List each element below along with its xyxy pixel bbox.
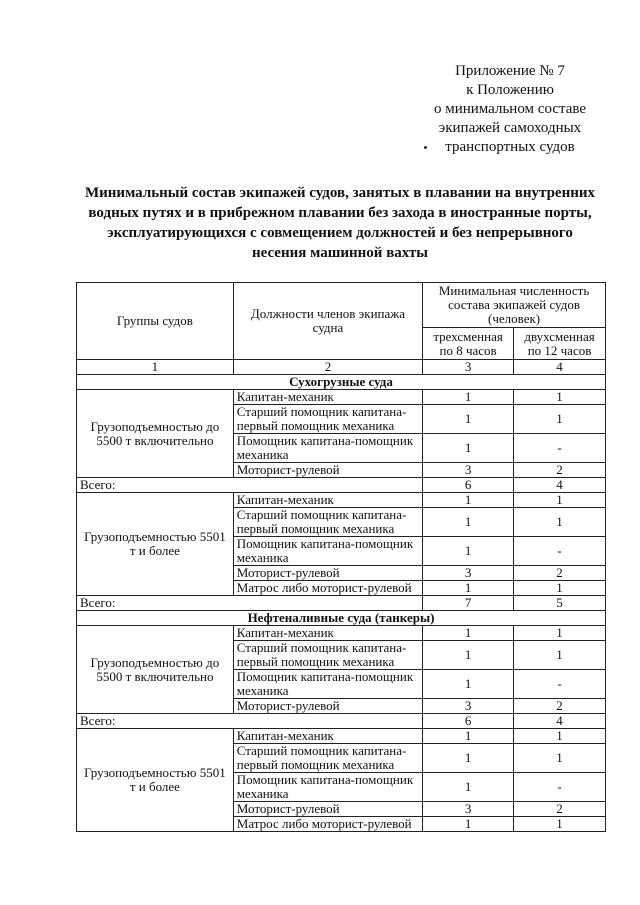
total-row [77,596,606,611]
two-shift-cell: 1 [514,744,606,773]
group-name: Грузоподъемностью до 5500 т включительно [77,626,234,714]
total-row [77,714,606,729]
table-row [77,390,606,405]
two-shift-cell: - [514,434,606,463]
position-cell: Помощник капитана-помощник механика [233,773,422,802]
total-two-shift: 4 [514,714,606,729]
two-shift-cell: 1 [514,626,606,641]
position-cell: Моторист-рулевой [233,566,422,581]
appendix-line: экипажей самоходных [438,120,582,136]
position-cell: Капитан-механик [233,390,422,405]
section-row [77,375,606,390]
appendix-line: о минимальном составе [433,101,587,117]
position-cell: Старший помощник капитана-первый помощник механика [233,508,422,537]
position-cell: Моторист-рулевой [233,699,422,714]
three-shift-cell: 1 [423,508,514,537]
table-row [77,729,606,744]
position-cell: Матрос либо моторист-рулевой [233,817,422,832]
position-cell: Старший помощник капитана-первый помощник механика [233,744,422,773]
position-cell: Моторист-рулевой [233,802,422,817]
appendix-line: к Положению [466,82,554,98]
three-shift-cell: 3 [423,802,514,817]
three-shift-cell: 1 [423,817,514,832]
position-cell: Старший помощник капитана-первый помощник механика [233,405,422,434]
title-line: несения машинной вахты [251,245,429,261]
total-two-shift: 5 [514,596,606,611]
three-shift-cell: 1 [423,773,514,802]
position-cell: Капитан-механик [233,493,422,508]
position-cell: Капитан-механик [233,626,422,641]
column-number: 3 [423,360,514,375]
position-cell: Помощник капитана-помощник механика [233,434,422,463]
total-label: Всего: [77,478,423,493]
three-shift-cell: 3 [423,566,514,581]
total-three-shift: 6 [423,714,514,729]
section-row [77,611,606,626]
two-shift-cell: 1 [514,390,606,405]
two-shift-cell: 2 [514,566,606,581]
table-row [77,626,606,641]
two-shift-cell: - [514,773,606,802]
three-shift-cell: 1 [423,744,514,773]
column-number: 1 [77,360,234,375]
two-shift-cell: 2 [514,463,606,478]
section-title: Нефтеналивные суда (танкеры) [77,611,606,626]
total-row [77,478,606,493]
two-shift-cell: 1 [514,641,606,670]
total-three-shift: 7 [423,596,514,611]
three-shift-cell: 1 [423,537,514,566]
group-name: Грузоподъемностью 5501 т и более [77,729,234,832]
title-line: эксплуатирующихся с совмещением должностей и без непрерывного [107,225,573,241]
two-shift-cell: 1 [514,493,606,508]
three-shift-cell: 1 [423,434,514,463]
position-cell: Моторист-рулевой [233,463,422,478]
position-cell: Старший помощник капитана-первый помощник механика [233,641,422,670]
three-shift-cell: 1 [423,670,514,699]
section-title: Сухогрузные суда [77,375,606,390]
three-shift-cell: 1 [423,729,514,744]
position-cell: Помощник капитана-помощник механика [233,537,422,566]
total-label: Всего: [77,596,423,611]
appendix-line: Приложение № 7 [455,63,565,79]
three-shift-cell: 1 [423,641,514,670]
two-shift-cell: 1 [514,817,606,832]
column-number: 4 [514,360,606,375]
two-shift-cell: 2 [514,699,606,714]
three-shift-cell: 3 [423,463,514,478]
two-shift-cell: - [514,537,606,566]
two-shift-cell: 1 [514,729,606,744]
header-two-shift: двухсменная по 12 часов [514,328,606,360]
three-shift-cell: 1 [423,390,514,405]
three-shift-cell: 1 [423,405,514,434]
column-number: 2 [233,360,422,375]
two-shift-cell: 2 [514,802,606,817]
three-shift-cell: 3 [423,699,514,714]
header-groups: Группы судов [77,283,234,360]
three-shift-cell: 1 [423,493,514,508]
total-label: Всего: [77,714,423,729]
title-line: Минимальный состав экипажей судов, занятых в плавании на внутренних [84,185,596,201]
group-name: Грузоподъемностью 5501 т и более [77,493,234,596]
two-shift-cell: 1 [514,581,606,596]
two-shift-cell: - [514,670,606,699]
header-positions: Должности членов экипажа судна [233,283,422,360]
group-name: Грузоподъемностью до 5500 т включительно [77,390,234,478]
title-line: водных путях и в прибрежном плавании без захода в иностранные порты, [88,205,592,221]
header-minimum: Минимальная численность состава экипажей судов (человек) [423,283,606,328]
position-cell: Матрос либо моторист-рулевой [233,581,422,596]
two-shift-cell: 1 [514,405,606,434]
header-three-shift: трехсменная по 8 часов [423,328,514,360]
position-cell: Помощник капитана-помощник механика [233,670,422,699]
two-shift-cell: 1 [514,508,606,537]
document-title [70,183,610,263]
total-two-shift: 4 [514,478,606,493]
total-three-shift: 6 [423,478,514,493]
appendix-line: транспортных судов [445,139,575,155]
three-shift-cell: 1 [423,581,514,596]
stray-dot [424,146,427,149]
appendix-header [405,62,615,157]
crew-table [76,282,606,832]
three-shift-cell: 1 [423,626,514,641]
position-cell: Капитан-механик [233,729,422,744]
table-row [77,493,606,508]
